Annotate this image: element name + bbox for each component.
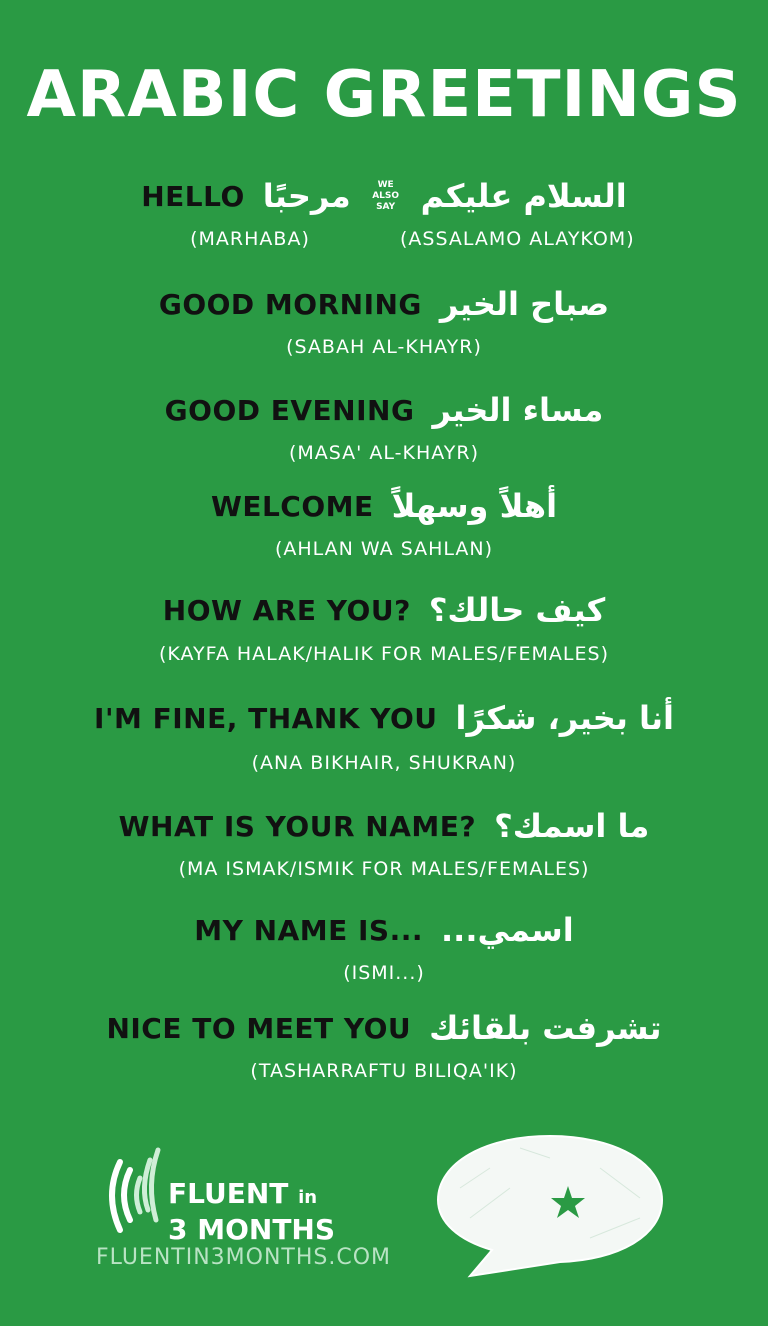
phrase-row [0,1004,768,1052]
phrase-english: NICE TO MEET YOU [106,1011,412,1045]
phrase-transliteration: (MA ISMAK/ISMIK FOR MALES/FEMALES) [178,858,590,880]
phrase-transliteration: (TASHARRAFTU BILIQA'IK) [250,1060,518,1082]
phrase-arabic: ما اسمك؟ [494,807,650,845]
phrase-row [0,482,768,530]
phrase-transliteration-alt: (ASSALAMO ALAYKOM) [400,228,635,250]
logo-wordmark: FLUENT in 3 MONTHS [168,1177,336,1246]
phrase-transliteration: (MARHABA) [190,228,310,250]
phrase-arabic: مرحبًا [262,177,351,215]
phrase-transliteration: (ISMI...) [343,962,425,984]
phrase-row [0,280,768,328]
phrase-row [0,802,768,850]
phrase-english: GOOD EVENING [164,393,415,427]
phrase-row [0,586,768,634]
crescent-star-speech-bubble-icon [430,1128,670,1278]
phrase-transliteration: (SABAH AL-KHAYR) [286,336,482,358]
phrase-arabic: اسمي... [441,911,574,949]
phrase-english: HELLO [141,179,245,213]
phrase-row [0,386,768,434]
phrase-english: GOOD MORNING [158,287,422,321]
we-also-say-label: WE ALSO SAY [372,179,400,212]
phrase-english: MY NAME IS... [194,913,423,947]
phrase-english: WELCOME [210,489,374,523]
phrase-arabic: تشرفت بلقائك [429,1009,662,1047]
phrase-english: HOW ARE YOU? [162,593,411,627]
phrase-transliteration: (AHLAN WA SAHLAN) [274,538,494,560]
phrase-arabic-alt: السلام عليكم [420,177,627,215]
phrase-arabic: أنا بخير، شكرًا [455,699,674,737]
phrase-arabic: مساء الخير [432,391,604,429]
page-title: ARABIC GREETINGS [26,58,742,132]
phrase-arabic: كيف حالك؟ [428,591,606,629]
sound-waves-icon [100,1140,170,1240]
phrase-row-hello [0,172,768,220]
phrase-arabic: أهلاً وسهلاً [391,487,558,525]
phrase-row [0,906,768,954]
phrase-transliteration: (MASA' AL-KHAYR) [288,442,480,464]
website-url: FLUENTIN3MONTHS.COM [96,1245,392,1270]
phrase-row [0,694,768,742]
phrase-english: WHAT IS YOUR NAME? [118,809,477,843]
fluent-in-3-months-logo [100,1140,360,1246]
phrase-transliteration: (KAYFA HALAK/HALIK FOR MALES/FEMALES) [159,643,609,665]
phrase-arabic: صباح الخير [439,285,610,323]
phrase-transliteration: (ANA BIKHAIR, SHUKRAN) [251,752,517,774]
phrase-english: I'M FINE, THANK YOU [94,701,438,735]
